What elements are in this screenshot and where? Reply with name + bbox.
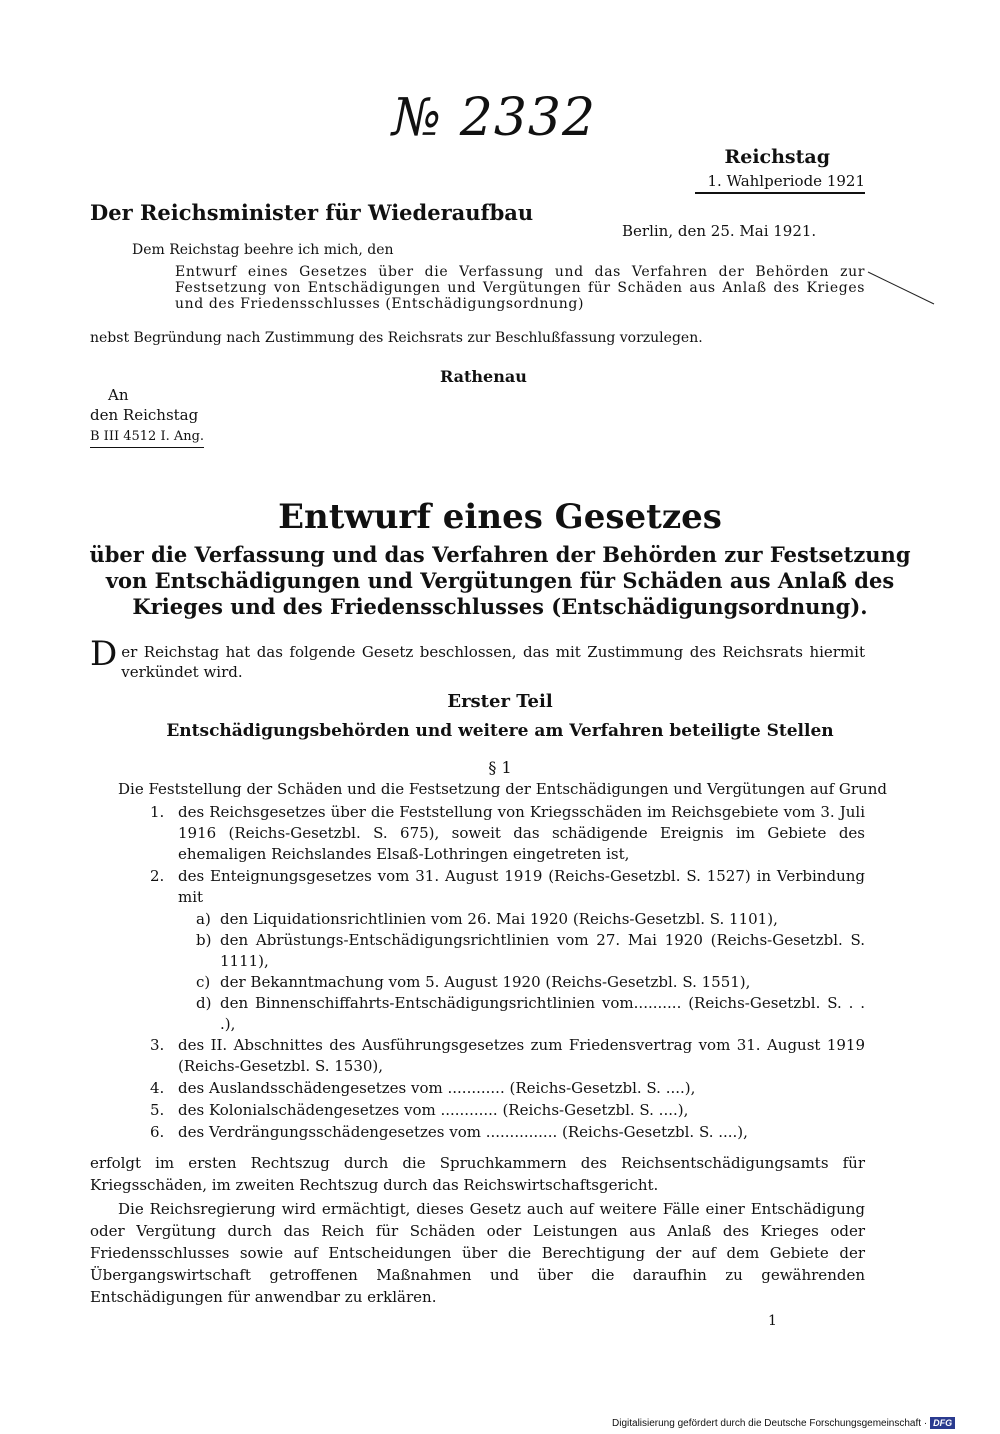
preamble-text: er Reichstag hat das folgende Gesetz beschlossen, das mit Zustimmung des Reichsrats hiermit verkündet wird. [121, 643, 865, 681]
draft-title: Entwurf eines Gesetzes [278, 497, 722, 537]
draft-subtitle: über die Verfassung und das Verfahren der Behörden zur Festsetzung von Entschädigungen und Vergütungen für Schäden aus Anlaß des Krieges und des Friedensschlusses (Entschädigungsordnung). [89, 542, 911, 619]
list-item: 3. des II. Abschnittes des Ausführungsgesetzes zum Friedensvertrag vom 31. August 1919 (Reichs-Gesetzbl. S. 1530), [150, 1036, 865, 1075]
law-list [150, 802, 865, 1144]
part-title: Erster Teil [447, 691, 553, 712]
reichstag-title: Reichstag [724, 146, 830, 168]
sub-list-item: c) der Bekanntmachung vom 5. August 1920 (Reichs-Gesetzbl. S. 1551), [196, 973, 751, 991]
footer-text: Digitalisierung gefördert durch die Deutsche Forschungsgemeinschaft [612, 1418, 922, 1429]
list-item: 2. des Enteignungsgesetzes vom 31. August 1919 (Reichs-Gesetzbl. S. 1527) in Verbindung mit [150, 867, 865, 906]
list-item: 4. des Auslandsschädengesetzes vom ............ (Reichs-Gesetzbl. S. ....), [150, 1079, 696, 1097]
section-mark: § 1 [488, 758, 512, 777]
list-item: 5. des Kolonialschädengesetzes vom ............ (Reichs-Gesetzbl. S. ....), [150, 1101, 689, 1119]
page-number: 1 [768, 1313, 777, 1329]
preamble [90, 634, 865, 682]
signature: Rathenau [440, 367, 527, 386]
minister-heading: Der Reichsminister für Wiederaufbau [90, 200, 534, 225]
document-number: № 2332 [392, 88, 597, 148]
reference-number: B III 4512 I. Ang. [90, 427, 204, 448]
footer-credit: Digitalisierung gefördert durch die Deutsche Forschungsgemeinschaft · DFG [612, 1417, 955, 1429]
list-item: 6. des Verdrängungsschädengesetzes vom ............... (Reichs-Gesetzbl. S. ....), [150, 1123, 748, 1141]
section-intro: Die Feststellung der Schäden und die Festsetzung der Entschädigungen und Vergütungen auf Grund [118, 780, 887, 798]
reichstag-block [695, 146, 865, 194]
letter-opening: Dem Reichstag beehre ich mich, den [132, 242, 394, 258]
part-subtitle: Entschädigungsbehörden und weitere am Verfahren beteiligte Stellen [166, 721, 834, 741]
addressee-line-2: den Reichstag [90, 406, 199, 424]
letter-closing: nebst Begründung nach Zustimmung des Reichsrats zur Beschlußfassung vorzulegen. [90, 330, 703, 346]
sub-list-item: b) den Abrüstungs-Entschädigungsrichtlinien vom 27. Mai 1920 (Reichs-Gesetzbl. S. 1111), [196, 931, 865, 970]
reichstag-period: 1. Wahlperiode 1921 [695, 172, 865, 194]
sub-list-item: a) den Liquidationsrichtlinien vom 26. Mai 1920 (Reichs-Gesetzbl. S. 1101), [196, 910, 778, 928]
addressee-block [90, 385, 204, 448]
pointer-line [866, 268, 936, 308]
body-paragraph-2: Die Reichsregierung wird ermächtigt, dieses Gesetz auch auf weitere Fälle einer Entschädigung oder Vergütung durch das Reich für Schäden oder Leistungen aus Anlaß des Krieges oder Friedensschlusses sowie auf Entscheidungen über die Berechtigung der auf dem Gebiete der Übergangswirtschaft getroffenen Maßnahmen und über die daraufhin zu gewährenden Entschädigungen für anwendbar zu erklären. [90, 1200, 865, 1306]
drop-cap: D [90, 634, 118, 674]
letter-bill-title: Entwurf eines Gesetzes über die Verfassung und das Verfahren der Behörden zur Festsetzung von Entschädigungen und Vergütungen für Schäden aus Anlaß des Krieges und des Friedensschlusses (Entschädigungsordnung) [175, 264, 865, 312]
date-line: Berlin, den 25. Mai 1921. [622, 222, 817, 240]
sub-list-item: d) den Binnenschiffahrts-Entschädigungsrichtlinien vom.......... (Reichs-Gesetzbl. S. . . .), [196, 994, 865, 1033]
list-item: 1. des Reichsgesetzes über die Feststellung von Kriegsschäden im Reichsgebiete vom 3. Juli 1916 (Reichs-Gesetzbl. S. 675), soweit das schädigende Ereignis im Gebiete des ehemaligen Reichslandes Elsaß-Lothringen eingetreten ist, [150, 803, 865, 863]
body-paragraph-1: erfolgt im ersten Rechtszug durch die Spruchkammern des Reichsentschädigungsamts für Kriegsschäden, im zweiten Rechtszug durch das Reichswirtschaftsgericht. [90, 1154, 865, 1194]
dfg-logo: DFG [930, 1417, 955, 1429]
addressee-line-1: An [108, 386, 129, 404]
